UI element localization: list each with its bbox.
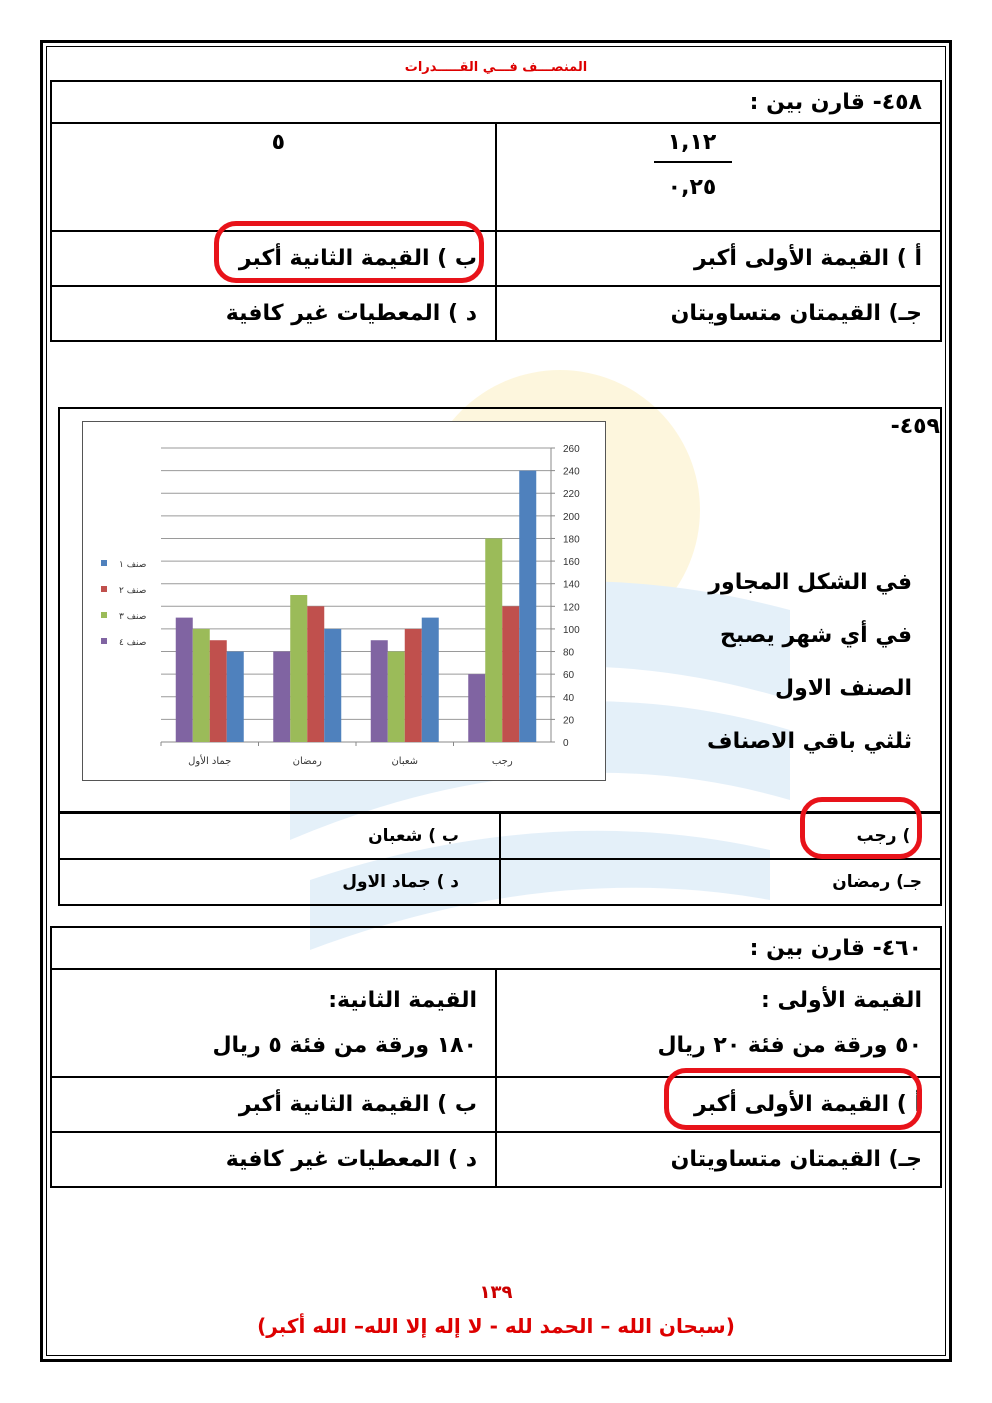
bar: [422, 618, 439, 742]
y-tick-label: 20: [563, 715, 575, 727]
question-459-label: ٤٥٩-: [890, 414, 940, 439]
question-459-line-3: الصنف الاول: [774, 676, 912, 701]
bar: [485, 538, 502, 742]
second-value-title: القيمة الثانية:: [328, 988, 477, 1013]
bar: [468, 674, 485, 742]
x-tick-label: جماد الأول: [188, 756, 232, 767]
y-tick-label: 200: [563, 511, 580, 523]
question-459-line-2: في أي شهر يصبح: [720, 623, 912, 648]
bar: [502, 606, 519, 742]
fraction-denominator: ٠,٢٥: [667, 175, 717, 200]
legend-swatch: [101, 638, 107, 644]
y-tick-label: 120: [563, 602, 580, 614]
footer-dhikr: (سبحان الله – الحمد لله - لا إله إلا الله– الله أكبر): [257, 1314, 735, 1338]
page-number: ١٣٩: [479, 1282, 513, 1303]
bar: [371, 640, 388, 742]
question-459-line-1: في الشكل المجاور: [708, 570, 912, 595]
header-title: المنصـــف فـــي القـــــدرات: [404, 60, 588, 75]
legend-swatch: [101, 586, 107, 592]
y-tick-label: 220: [563, 489, 580, 501]
option-a[interactable]: أ ) رجب: [500, 813, 941, 859]
second-value-cell: [51, 969, 496, 1077]
y-tick-label: 140: [563, 579, 580, 591]
chart-frame: [82, 421, 606, 781]
option-b[interactable]: ب ) شعبان: [59, 813, 500, 859]
fraction-bar: [654, 161, 732, 163]
option-b[interactable]: ب ) القيمة الثانية أكبر: [51, 1077, 496, 1132]
option-d[interactable]: د ) المعطيات غير كافية: [51, 286, 496, 341]
legend-label: صنف ١: [119, 560, 147, 570]
legend-label: صنف ٣: [119, 612, 147, 622]
bar: [405, 629, 422, 742]
bar: [307, 606, 324, 742]
legend-label: صنف ٢: [119, 586, 147, 596]
fraction: [652, 130, 732, 200]
y-tick-label: 100: [563, 624, 580, 636]
question-460: [50, 926, 942, 1188]
bar: [388, 652, 405, 742]
option-a[interactable]: أ ) القيمة الأولى أكبر: [496, 231, 941, 286]
y-tick-label: 60: [563, 670, 575, 682]
question-458: [50, 80, 942, 342]
second-value-cell: ٥: [51, 123, 496, 231]
x-tick-label: رجب: [491, 756, 513, 767]
first-value: ٥٠ ورقة من فئة ٢٠ ريال: [657, 1033, 922, 1058]
bar: [324, 629, 341, 742]
option-c[interactable]: جـ) القيمتان متساويتان: [496, 286, 941, 341]
fraction-numerator: ١,١٢: [667, 130, 717, 155]
y-tick-label: 80: [563, 647, 575, 659]
y-tick-label: 0: [563, 738, 569, 749]
question-459-text: [707, 556, 912, 768]
y-tick-label: 240: [563, 466, 580, 478]
option-c[interactable]: جـ) رمضان: [500, 859, 941, 905]
first-value-cell: [496, 969, 941, 1077]
y-tick-label: 40: [563, 692, 575, 704]
bar: [210, 640, 227, 742]
option-d[interactable]: د ) المعطيات غير كافية: [51, 1132, 496, 1187]
bar: [227, 652, 244, 742]
legend-swatch: [101, 560, 107, 566]
bar-chart: [83, 422, 604, 779]
option-a[interactable]: أ ) القيمة الأولى أكبر: [496, 1077, 941, 1132]
answer-mark-460: [664, 1068, 922, 1130]
bar: [193, 629, 210, 742]
x-tick-label: رمضان: [292, 756, 322, 767]
legend-label: صنف ٤: [119, 638, 147, 648]
bar: [273, 652, 290, 742]
first-value-cell: [496, 123, 941, 231]
y-tick-label: 260: [563, 444, 580, 455]
option-b[interactable]: ب ) القيمة الثانية أكبر: [51, 231, 496, 286]
y-tick-label: 160: [563, 557, 580, 569]
answer-mark-458: [214, 221, 484, 283]
bar: [290, 595, 307, 742]
question-458-label: ٤٥٨- قارن بين :: [51, 81, 941, 123]
question-460-label: ٤٦٠- قارن بين :: [51, 927, 941, 969]
x-tick-label: شعبان: [391, 756, 419, 767]
bar: [176, 618, 193, 742]
question-459-line-4: ثلثي باقي الاصناف: [707, 729, 912, 754]
option-c[interactable]: جـ) القيمتان متساويتان: [496, 1132, 941, 1187]
option-d[interactable]: د ) جماد الاول: [59, 859, 500, 905]
first-value-title: القيمة الأولى :: [761, 988, 922, 1013]
legend-swatch: [101, 612, 107, 618]
bar: [519, 471, 536, 742]
second-value: ١٨٠ ورقة من فئة ٥ ريال: [212, 1033, 477, 1058]
answer-mark-459: [800, 797, 922, 859]
y-tick-label: 180: [563, 534, 580, 546]
